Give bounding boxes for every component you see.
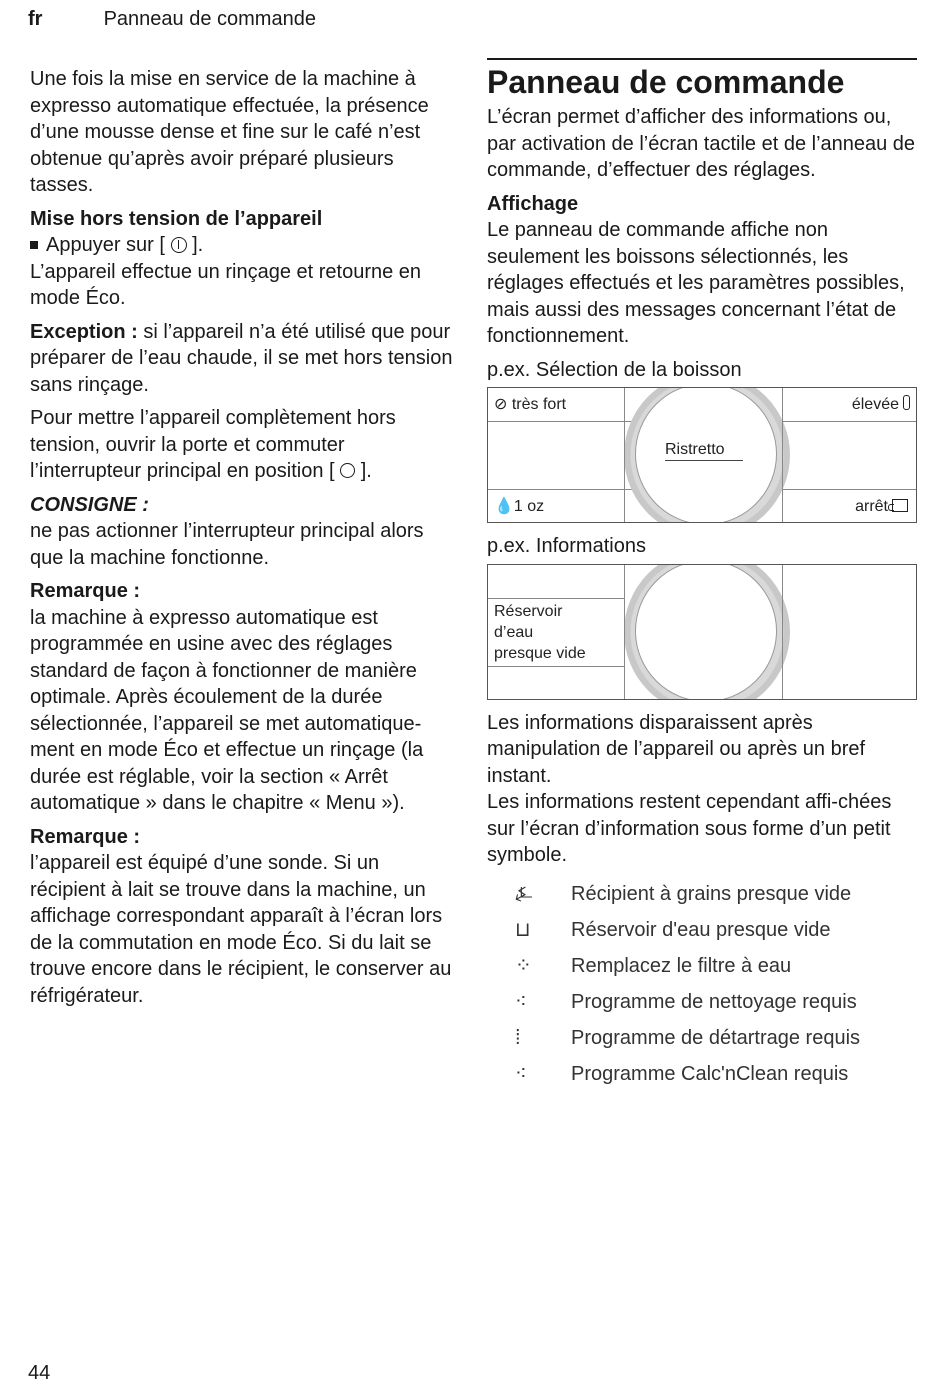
header-title: Panneau de commande (103, 8, 316, 30)
info-text-2: Les informations restent cependant affi-chées sur l’écran d’information sous forme d’un petit symbole. (487, 791, 892, 866)
affichage-heading: Affichage (487, 192, 579, 215)
divider (624, 565, 625, 700)
consigne-label: CONSIGNE : (30, 493, 149, 516)
right-column (487, 58, 917, 1093)
remarque2-label: Remarque : (30, 825, 141, 848)
exception-paragraph: Exception : si l’appareil n’a été utilisé que pour préparer de l’eau chaude, il se met hors tension sans rinçage. (30, 320, 453, 396)
cup-setting[interactable]: arrêt (855, 497, 908, 517)
divider (624, 388, 625, 523)
information-screen (487, 564, 917, 700)
language-code: fr (28, 8, 43, 30)
consigne-text: ne pas actionner l’interrupteur principal alors que la machine fonctionne. (30, 520, 424, 569)
remarque2-text: l’appareil est équipé d’une sonde. Si un récipient à lait se trouve dans la machine, un affichage correspondant apparaît à l’écran lors de la commutation en mode Éco. Si du lait se trouve encore dans le récipient, le conserver au réfrigérateur. (30, 852, 452, 1007)
strength-setting[interactable]: ⊘ très fort (494, 396, 567, 413)
divider (488, 598, 624, 599)
left-column (30, 66, 460, 1016)
info-line: presque vide (494, 644, 586, 662)
off-result: L’appareil effectue un rinçage et retourne en mode Éco. (30, 260, 422, 309)
list-item: ⊔ Réservoir d'eau presque vide (487, 913, 917, 949)
section-intro: L’écran permet d’afficher des informations ou, par activation de l’écran tactile et de l’anneau de commande, d’effectuer des réglages. (487, 106, 916, 181)
divider (782, 565, 783, 700)
full-off-paragraph: Pour mettre l’appareil complètement hors tension, ouvrir la porte et commuter l’interrupteur principal en position [ ]. (30, 407, 396, 482)
list-item: ⁖ Programme Calc'nClean requis (487, 1057, 917, 1093)
info-line: Réservoir (494, 602, 563, 620)
divider (488, 666, 624, 667)
list-item: ⁖ Programme de nettoyage requis (487, 985, 917, 1021)
remarque1-label: Remarque : (30, 580, 141, 602)
section-rule (487, 58, 917, 60)
temperature-setting[interactable]: élevée (852, 395, 910, 415)
beverage-selection-screen (487, 387, 917, 523)
water-tank-icon: ⊔ (515, 919, 531, 942)
cup-icon (892, 499, 908, 512)
example1-caption: p.ex. Sélection de la boisson (487, 358, 742, 381)
page-number: 44 (28, 1362, 51, 1384)
water-filter-icon: ⁘ (515, 955, 532, 978)
list-item: ⍼ Récipient à grains presque vide (487, 877, 917, 913)
affichage-text: Le panneau de commande affiche non seulement les boissons sélectionnés, les réglages effectués et les paramètres possibles, mais aussi des messages concernant l’état de fonctionnement. (487, 219, 905, 347)
intro-paragraph: Une fois la mise en service de la machine à expresso automatique effectuée, la présence d’une mousse dense et fine sur le café n’est obtenue qu’après avoir préparé plusieurs tasses. (30, 68, 429, 196)
cleaning-icon: ⁖ (515, 991, 527, 1014)
off-position-icon (340, 463, 355, 478)
info-line: d’eau (494, 623, 534, 641)
volume-setting[interactable]: 💧1 oz (494, 498, 545, 515)
power-icon (171, 237, 187, 253)
beverage-name[interactable]: Ristretto (665, 440, 743, 461)
list-item: ⁞ Programme de détartrage requis (487, 1021, 917, 1057)
divider (782, 388, 783, 523)
bean-container-icon: ⍼ (515, 883, 533, 906)
off-step: Appuyer sur [ ]. (30, 232, 460, 259)
control-ring[interactable] (624, 564, 790, 700)
off-heading: Mise hors tension de l’appareil (30, 207, 323, 230)
ring-center (635, 564, 777, 700)
bullet-icon (30, 241, 38, 249)
info-text-1: Les informations disparaissent après manipulation de l’appareil ou après un bref instant. (487, 711, 866, 787)
thermometer-icon (903, 395, 910, 410)
status-icon-list (487, 877, 917, 1093)
calcnclean-icon: ⁖ (515, 1063, 527, 1086)
descaling-icon: ⁞ (515, 1027, 521, 1050)
section-title: Panneau de commande (487, 64, 845, 100)
example2-caption: p.ex. Informations (487, 535, 646, 557)
remarque1-text: la machine à expresso automatique est programmée en usine avec des réglages standard de façon à fonctionner de manière optimale. Après écoulement de la durée sélectionnée, l’appareil se met automatique-ment en mode Éco et effectue un rinçage (la durée est réglable, voir la section « Arrêt automatique » dans le chapitre « Menu »). (30, 606, 424, 814)
list-item: ⁘ Remplacez le filtre à eau (487, 949, 917, 985)
page-header (28, 8, 316, 31)
